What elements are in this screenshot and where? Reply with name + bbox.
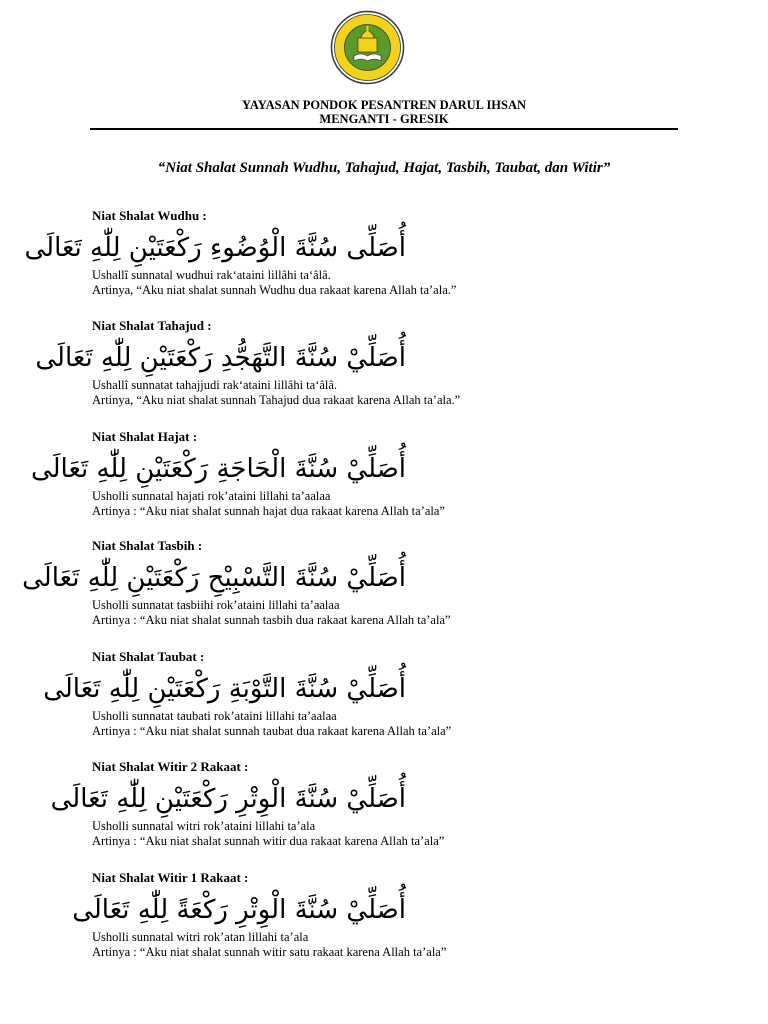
transliteration: Ushallî sunnatal wudhui rak‘ataini lillâhi ta‘âlâ. [92,268,331,282]
arabic-text: أُصَلِّى سُنَّةَ الْوُضُوءِ رَكْعَتَيْنِ لِلّٰهِ تَعَالَى [24,233,406,263]
section-hajat [30,429,692,519]
meaning: Artinya, “Aku niat shalat sunnah Tahajud dua rakaat karena Allah ta’ala.” [92,393,461,407]
section-title: Niat Shalat Witir 1 Rakaat : [92,870,249,885]
arabic-text: أُصَلِّيْ سُنَّةَ الْحَاجَةِ رَكْعَتَيْنِ لِلّٰهِ تَعَالَى [30,454,406,484]
arabic-text: أُصَلِّيْ سُنَّةَ التَّوْبَةِ رَكْعَتَيْنِ لِلّٰهِ تَعَالَى [43,674,406,704]
arabic-text: أُصَلِّيْ سُنَّةَ الْوِتْرِ رَكْعَةً لِلّٰهِ تَعَالَى [72,895,406,925]
transliteration: Usholli sunnatat tasbiihi rok’ataini lillahi ta’aalaa [92,598,340,612]
org-location: MENGANTI - GRESIK [319,112,449,126]
transliteration: Usholli sunnatat taubati rok’ataini lillahi ta’aalaa [92,709,337,723]
transliteration: Usholli sunnatal witri rok’atan lillahi ta’ala [92,930,309,944]
section-title: Niat Shalat Wudhu : [92,208,207,223]
section-witir-2 [50,759,692,849]
section-tasbih [22,538,692,628]
meaning: Artinya : “Aku niat shalat sunnah hajat dua rakaat karena Allah ta’ala” [92,504,445,518]
section-tahajud [35,318,692,408]
arabic-text: أُصَلِّيْ سُنَّةَ الْوِتْرِ رَكْعَتَيْنِ لِلّٰهِ تَعَالَى [50,784,406,814]
section-title: Niat Shalat Taubat : [92,649,205,664]
section-taubat [43,649,692,739]
section-wudhu [24,208,692,298]
section-title: Niat Shalat Witir 2 Rakaat : [92,759,249,774]
transliteration: Ushallî sunnatat tahajjudi rak‘ataini lillâhi ta‘âlâ. [92,378,338,392]
section-title: Niat Shalat Tasbih : [92,538,203,553]
foundation-logo-icon [330,10,405,85]
arabic-text: أُصَلِّيْ سُنَّةَ التَّهَجُّدِ رَكْعَتَيْنِ لِلّٰهِ تَعَالَى [35,343,406,373]
section-title: Niat Shalat Hajat : [92,429,198,444]
document-title: “Niat Shalat Sunnah Wudhu, Tahajud, Hajat, Tasbih, Taubat, dan Witir” [157,160,611,176]
header-divider [90,128,678,130]
meaning: Artinya, “Aku niat shalat sunnah Wudhu dua rakaat karena Allah ta’ala.” [92,283,457,297]
section-title: Niat Shalat Tahajud : [92,318,212,333]
transliteration: Usholli sunnatal hajati rok’ataini lillahi ta’aalaa [92,489,331,503]
meaning: Artinya : “Aku niat shalat sunnah witir dua rakaat karena Allah ta’ala” [92,834,445,848]
section-witir-1 [72,870,692,960]
meaning: Artinya : “Aku niat shalat sunnah taubat dua rakaat karena Allah ta’ala” [92,724,452,738]
meaning: Artinya : “Aku niat shalat sunnah witir satu rakaat karena Allah ta’ala” [92,945,447,959]
foundation-logo [330,10,405,85]
meaning: Artinya : “Aku niat shalat sunnah tasbih dua rakaat karena Allah ta’ala” [92,613,451,627]
transliteration: Usholli sunnatal witri rok’ataini lillahi ta’ala [92,819,316,833]
arabic-text: أُصَلِّيْ سُنَّةَ التَّسْبِيْحِ رَكْعَتَيْنِ لِلّٰهِ تَعَالَى [22,563,406,593]
org-name: YAYASAN PONDOK PESANTREN DARUL IHSAN [241,98,527,112]
